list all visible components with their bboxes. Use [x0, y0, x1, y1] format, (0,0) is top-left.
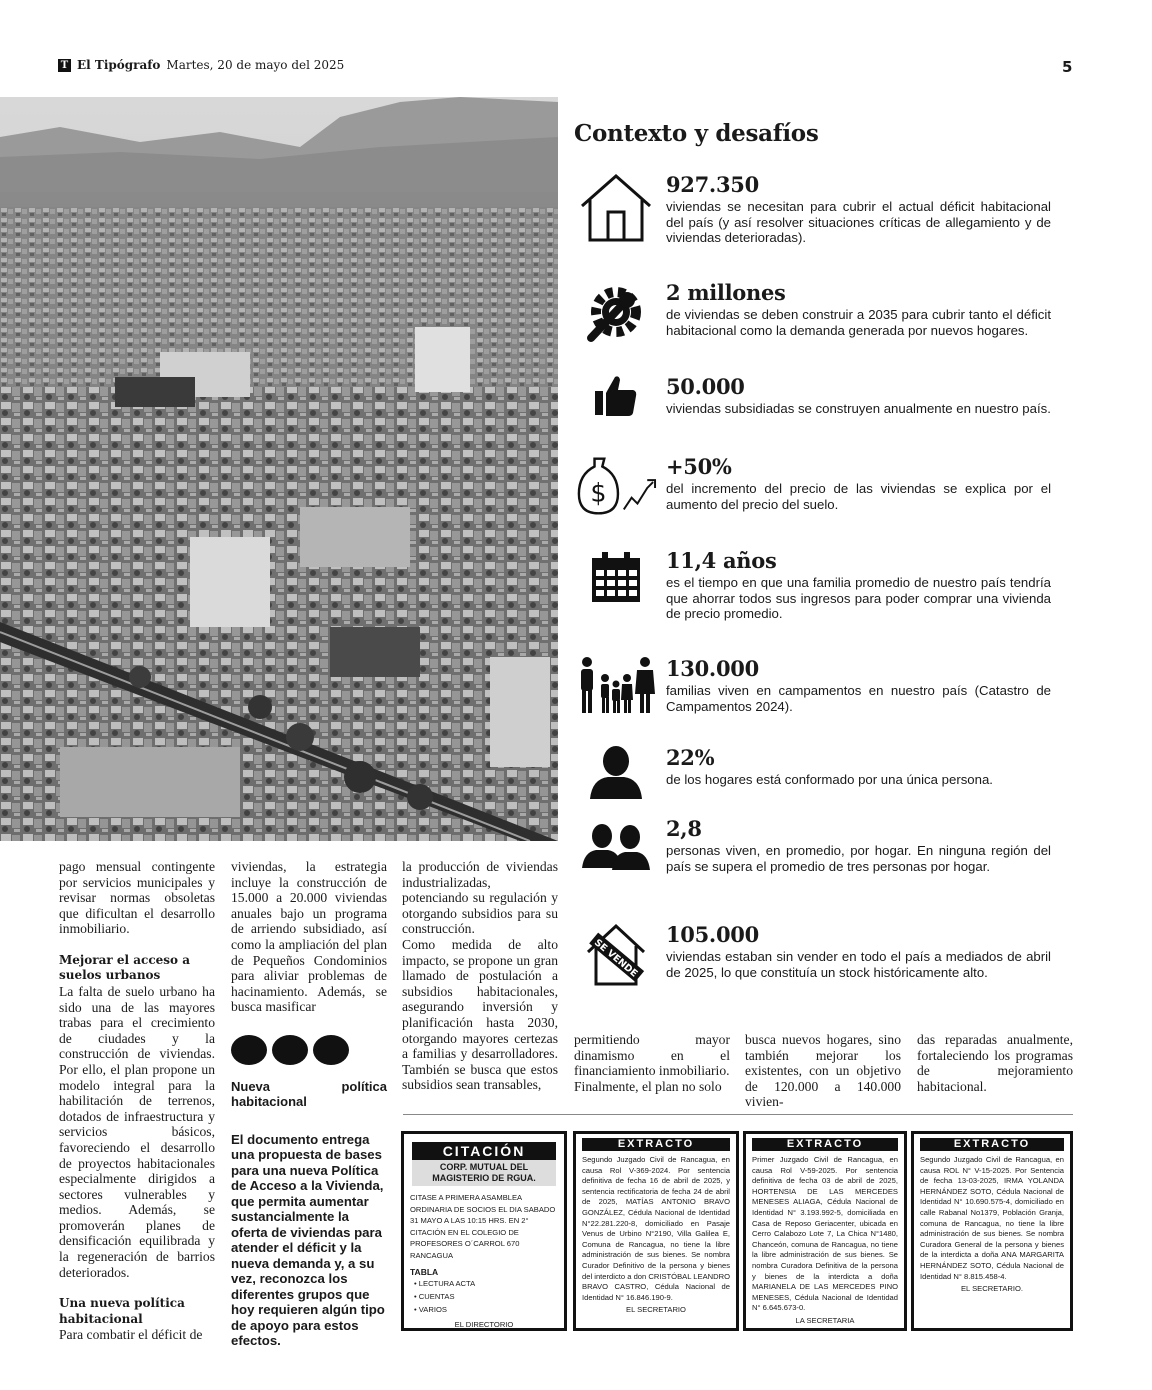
agenda-item: • VARIOS	[414, 1305, 447, 1314]
calendar-icon	[575, 552, 657, 604]
article-subheading: Mejorar el acceso a suelos urbanos	[59, 952, 190, 983]
article-column-4	[574, 1032, 730, 1094]
agenda-list	[410, 1277, 558, 1316]
stat-description: personas viven, en promedio, por hogar. En ninguna región del país se supera el promedio de tres personas por hogar.	[666, 843, 1051, 874]
stat-description: del incremento del precio de las viviendas se explica por el aumento del precio del suelo.	[666, 481, 1051, 512]
article-column-5	[745, 1032, 901, 1110]
extract-notice	[743, 1131, 907, 1331]
house-icon	[575, 172, 657, 244]
gear-wrench-icon	[575, 282, 657, 342]
article-paragraph: Como medida de alto impacto, se propone un gran llamado de postulación a subsidios habitacionales, asegurando inversión y planificación hasta 2030, otorgando mayores certezas a familias y desarrolladores. También se busca que estos subsidios sean transables,	[402, 936, 558, 1093]
pull-quote: El documento entrega una propuesta de bases para una nueva Política de Acceso a la Vivienda, que permita aumentar sustancialmente la oferta de viviendas para atender el déficit y la nueva demanda y, a su vez, reconozca los diferentes grupos que hoy requieren algún tipo de apoyo para estos efectos.	[231, 1131, 385, 1349]
stat-value: 2,8	[666, 816, 702, 841]
extract-notice	[573, 1131, 739, 1331]
stat-value: 11,4 años	[666, 548, 777, 573]
issue-date: Martes, 20 de mayo del 2025	[166, 58, 345, 72]
newspaper-name: El Tipógrafo	[77, 58, 161, 72]
stat-value: 22%	[666, 745, 715, 770]
notice-signature: EL SECRETARIO	[626, 1305, 686, 1315]
notice-body: CITASE A PRIMERA ASAMBLEA ORDINARIA DE SOCIOS EL DIA SABADO 31 MAYO A LAS 10:15 HRS. EN 2° CITACIÓN EN EL COLEGIO DE PROFESORES O´CARROL 670 RANCAGUA	[410, 1193, 556, 1260]
article-column-6	[917, 1032, 1073, 1094]
context-title: Contexto y desafíos	[574, 120, 819, 147]
article-paragraph: La falta de suelo urbano ha sido una de las mayores trabas para el crecimiento de ciudades y la construcción de viviendas. Por ello, el plan propone un modelo integral para la habilitación de terrenos, dotados de infraestructura y servicios básicos, favoreciendo el desarrollo de proyectos habitacionales especialmente dirigidos a sectores vulnerables y medios. Además, se promoverán planes de densificación equilibrada y la regeneración de barrios deteriorados.	[59, 983, 215, 1280]
stat-value: 130.000	[666, 656, 759, 681]
se-vende-house-icon	[575, 922, 657, 988]
thumbs-up-icon	[575, 373, 657, 419]
stat-value: +50%	[666, 454, 732, 479]
stat-description: familias viven en campamentos en nuestro país (Catastro de Campamentos 2024).	[666, 683, 1051, 714]
section-divider	[403, 1114, 1073, 1115]
two-people-icon	[575, 824, 657, 870]
notice-body: Segundo Juzgado Civil de Rancagua, en causa ROL N° V-15-2025. Por Sentencia de fecha 13-03-2025, IRMA YOLANDA HERNÁNDEZ SOTO, Cédula Nacional de Identidad N° 10.690.575-4, domiciliado en calle Rabanal No1379, Población Granja, comuna de Rancagua, no tiene la libre administración de sus bienes. Se nombra Curadora General de la persona y bienes de la interdicta a doña ANA MARGARITA HERNÁNDEZ SOTO, Cédula Nacional de Identidad N° 8.815.458-4.	[920, 1155, 1064, 1281]
article-paragraph: permitiendo mayor dinamismo en el financiamiento inmobiliario.	[574, 1032, 730, 1079]
agenda-item: • CUENTAS	[414, 1292, 455, 1301]
notice-title: EXTRACTO	[752, 1138, 898, 1151]
notice-title: EXTRACTO	[920, 1138, 1064, 1151]
stat-description: es el tiempo en que una familia promedio de nuestro país tendría que ahorrar todos sus ingresos para poder comprar una vivienda de precio promedio.	[666, 575, 1051, 621]
stat-description: de los hogares está conformado por una única persona.	[666, 772, 993, 787]
page-header	[58, 58, 344, 72]
stat-description: viviendas subsidiadas se construyen anualmente en nuestro país.	[666, 401, 1051, 416]
stat-value: 927.350	[666, 172, 759, 197]
notice-title: EXTRACTO	[582, 1138, 730, 1151]
article-paragraph: pago mensual contingente por servicios municipales y revisar normas obsoletas que dificultan el desarrollo inmobiliario.	[59, 859, 215, 937]
se-vende-label: SE VENDE	[591, 937, 640, 980]
article-column-1	[59, 859, 215, 1343]
notice-organization: CORP. MUTUAL DEL MAGISTERIO DE RGUA.	[412, 1160, 556, 1186]
article-paragraph: viviendas, la estrategia incluye la construcción de 15.000 a 20.000 viviendas anuales bajo un programa de arriendo subsidiado, así como la ampliación del plan de Pequeños Condominios para aliviar problemas de hacinamiento. Además, se busca masificar	[231, 859, 387, 1015]
stat-description: viviendas estaban sin vender en todo el país a mediados de abril de 2025, lo que constituía un stock históricamente alto.	[666, 949, 1051, 980]
aerial-city-photo	[0, 97, 558, 841]
notice-body: Primer Juzgado Civil de Rancagua, en causa Rol V-59-2025. Por sentencia definitiva de fecha 03 de abril de 2025, HORTENSIA DE LAS MERCEDES MENESES ALIAGA, Cédula Nacional de Identidad N° 3.193.992-5, domiciliada en Casa de Reposo Geriacenter, ubicada en Cerro Calabozo Lote 7, La Chica N°1480, Chanceón, comuna de Rancagua, no tiene la libre administración de sus bienes. Se nombra Curadora Definitiva de la persona y bienes de la interdicta a doña MARIANELA DE LAS MERCEDES PINO MENESES, Cédula Nacional de Identidad N° 6.645.673-0.	[752, 1155, 898, 1313]
article-column-3	[402, 859, 558, 1093]
article-paragraph: Para combatir el déficit de	[59, 1327, 203, 1343]
article-column-2	[231, 859, 387, 1349]
person-icon	[575, 745, 657, 799]
notice-signature: LA SECRETARIA	[795, 1315, 855, 1325]
article-paragraph: Finalmente, el plan no solo	[574, 1078, 722, 1094]
notice-signature: EL DIRECTORIO	[454, 1320, 514, 1329]
newspaper-logo: T	[58, 59, 71, 72]
citation-notice	[401, 1131, 567, 1331]
notice-signature: EL SECRETARIO.	[960, 1284, 1024, 1294]
article-paragraph: la producción de viviendas industrializadas, potenciando su regulación y otorgando subsidios para su construcción.	[402, 859, 558, 937]
family-icon	[575, 656, 657, 714]
stat-description: viviendas se necesitan para cubrir el actual déficit habitacional del país (y así resolver situaciones críticas de allegamiento y de viviendas deterioradas).	[666, 199, 1051, 245]
stat-value: 50.000	[666, 374, 745, 399]
article-paragraph: busca nuevos hogares, sino también mejorar los existentes, con un objetivo de 120.000 a 140.000 vivien-	[745, 1032, 901, 1110]
stat-description: de viviendas se deben construir a 2035 para cubrir tanto el déficit habitacional como la demanda generada por nuevos hogares.	[666, 307, 1051, 338]
extract-notice	[911, 1131, 1073, 1331]
decorative-dots	[231, 1035, 387, 1065]
notice-title: CITACIÓN	[412, 1142, 556, 1160]
stat-value: 105.000	[666, 922, 759, 947]
stat-value: 2 millones	[666, 280, 786, 305]
page-number: 5	[1062, 58, 1073, 76]
article-paragraph: das reparadas anualmente, fortaleciendo los programas de mejoramiento habitacional.	[917, 1032, 1073, 1094]
agenda-item: • LECTURA ACTA	[414, 1279, 476, 1288]
pull-quote-title: Nueva política habitacional	[231, 1078, 387, 1110]
notice-body: Segundo Juzgado Civil de Rancagua, en causa Rol V-369-2024. Por sentencia definitiva de fecha 16 de abril de 2025, y sentencia rectificatoria de fecha 24 de abril de 2025, MATÍAS ANTONIO BRAVO GONZÁLEZ, Cédula Nacional de Identidad N°22.281.220-8, domiciliado en Pasaje Venus de Urbino N°2190, Villa Galilea E, Comuna de Rancagua, no tiene la libre administración de sus bienes. Se nombra Curador Definitivo de la persona y bienes del interdicto a don CRISTÓBAL LEANDRO BRAVO CASTRO, Cédula Nacional de Identidad N° 16.846.190-9.	[582, 1155, 730, 1302]
money-bag-icon	[575, 454, 657, 518]
svg-text:$: $	[590, 477, 607, 508]
agenda-label: TABLA	[410, 1267, 439, 1277]
article-subheading: Una nueva política habitacional	[59, 1296, 185, 1326]
